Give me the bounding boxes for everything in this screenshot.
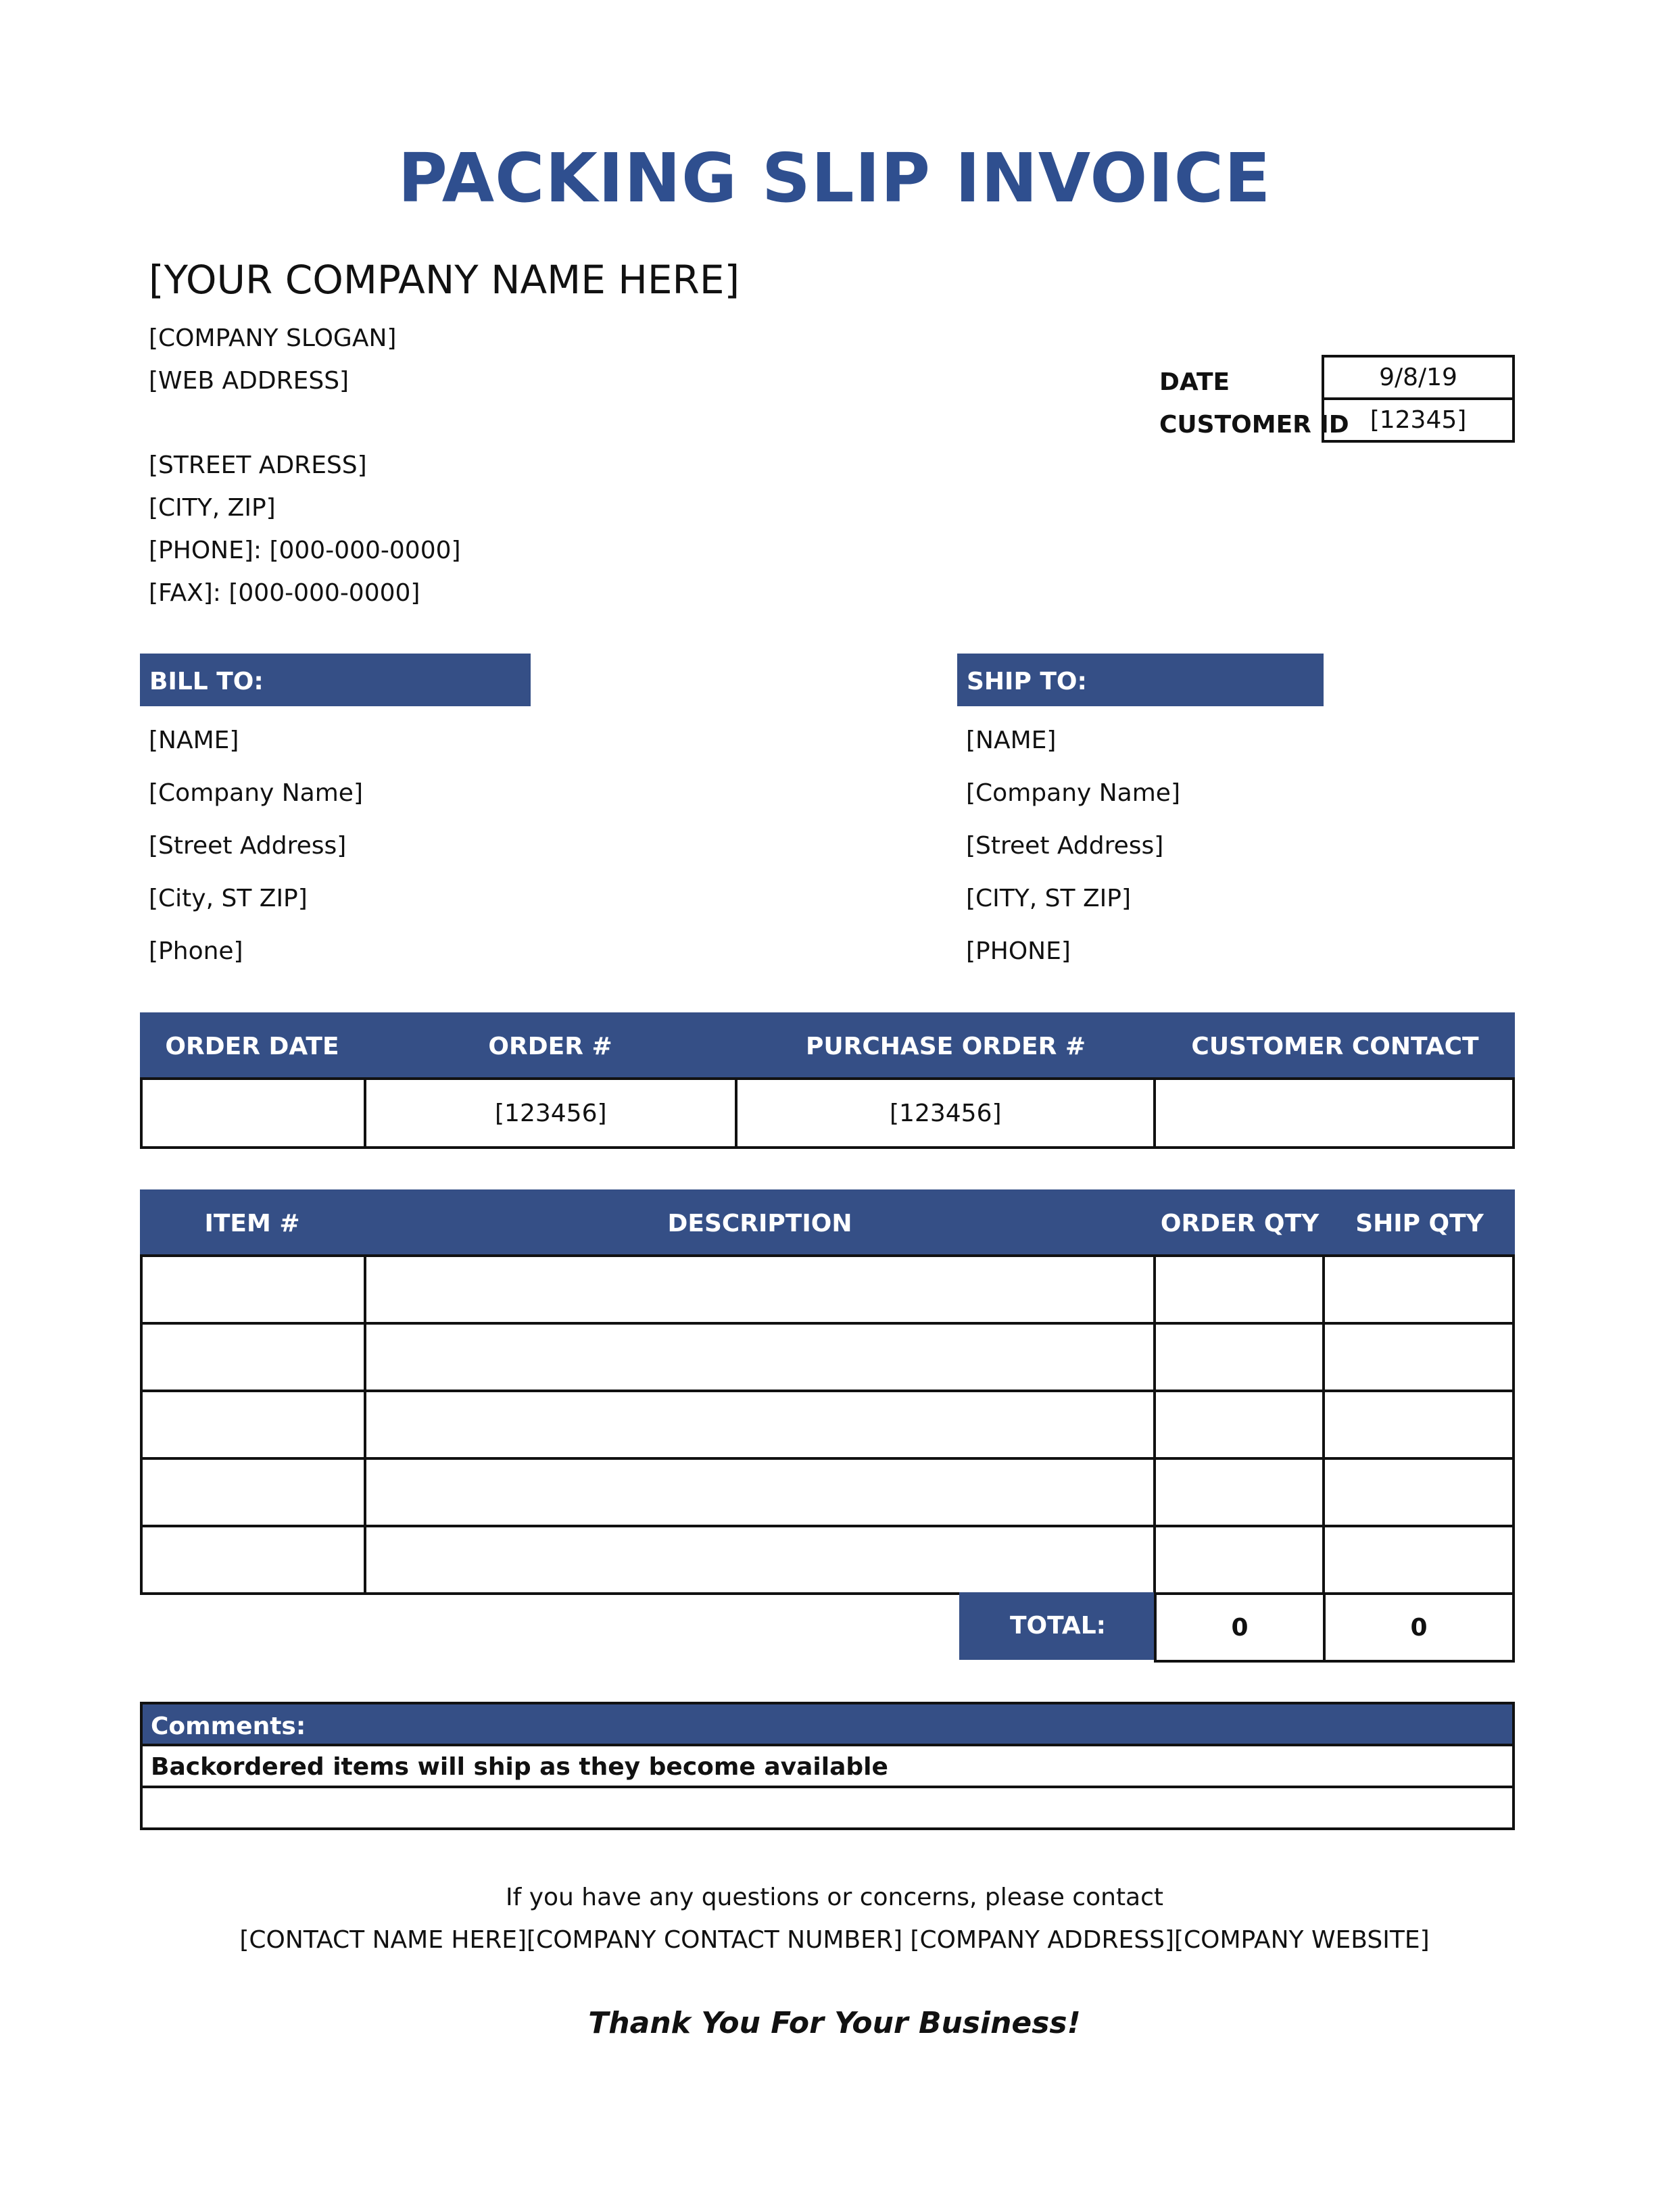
order-qty-cell [1155, 1256, 1324, 1323]
company-name: [YOUR COMPANY NAME HERE] [149, 257, 740, 303]
table-row [141, 1458, 1514, 1526]
total-order-qty: 0 [1155, 1594, 1324, 1661]
item-cell [141, 1256, 365, 1323]
bill-to-name: [NAME] [149, 727, 239, 754]
description-header: DESCRIPTION [667, 1210, 852, 1237]
order-qty-header: ORDER QTY [1160, 1210, 1320, 1237]
table-row [141, 1256, 1514, 1323]
customer-contact-header: CUSTOMER CONTACT [1191, 1033, 1479, 1060]
company-slogan: [COMPANY SLOGAN] [149, 324, 397, 352]
total-ship-qty: 0 [1324, 1594, 1514, 1661]
phone: [PHONE]: [000-000-0000] [149, 537, 461, 564]
order-qty-cell [1155, 1391, 1324, 1458]
totals-table [1154, 1592, 1515, 1663]
item-cell [141, 1323, 365, 1391]
ship-qty-cell [1324, 1526, 1514, 1594]
thank-you-note: Thank You For Your Business! [588, 2006, 1081, 2040]
item-cell [141, 1391, 365, 1458]
footer-contact-line: If you have any questions or concerns, please contact [505, 1884, 1164, 1911]
description-cell [365, 1526, 1155, 1594]
item-cell [141, 1526, 365, 1594]
customer-id-label: CUSTOMER ID [1159, 411, 1349, 439]
customer-id-value: [12345] [1322, 397, 1515, 443]
order-qty-cell [1155, 1526, 1324, 1594]
date-value: 9/8/19 [1322, 355, 1515, 400]
ship-to-city: [CITY, ST ZIP] [966, 885, 1131, 912]
ship-qty-cell [1324, 1458, 1514, 1526]
description-cell [365, 1256, 1155, 1323]
bill-to-city: [City, ST ZIP] [149, 885, 308, 912]
order-number-value: [123456] [365, 1079, 736, 1148]
ship-to-name: [NAME] [966, 727, 1057, 754]
comments-box [140, 1702, 1515, 1830]
bill-to-heading: BILL TO: [140, 654, 531, 706]
ship-to-heading: SHIP TO: [957, 654, 1324, 706]
city-zip: [CITY, ZIP] [149, 494, 276, 522]
page-title: PACKING SLIP INVOICE [397, 139, 1272, 218]
purchase-order-header: PURCHASE ORDER # [805, 1033, 1086, 1060]
customer-contact-value [1155, 1079, 1514, 1148]
comments-text: Backordered items will ship as they become available [143, 1746, 1512, 1788]
order-table [140, 1077, 1515, 1149]
ship-qty-cell [1324, 1391, 1514, 1458]
description-cell [365, 1323, 1155, 1391]
comments-label: Comments: [143, 1704, 1512, 1746]
description-cell [365, 1391, 1155, 1458]
table-row [141, 1323, 1514, 1391]
table-row [141, 1079, 1514, 1148]
bill-to-street: [Street Address] [149, 832, 347, 860]
table-row [141, 1526, 1514, 1594]
table-row [141, 1391, 1514, 1458]
ship-qty-cell [1324, 1323, 1514, 1391]
order-date-value [141, 1079, 365, 1148]
description-cell [365, 1458, 1155, 1526]
street-address: [STREET ADRESS] [149, 451, 367, 479]
total-label: TOTAL: [959, 1592, 1157, 1660]
items-table [140, 1254, 1515, 1595]
ship-to-street: [Street Address] [966, 832, 1164, 860]
date-label: DATE [1159, 368, 1230, 396]
item-number-header: ITEM # [204, 1210, 300, 1237]
ship-qty-header: SHIP QTY [1355, 1210, 1484, 1237]
item-cell [141, 1458, 365, 1526]
ship-qty-cell [1324, 1256, 1514, 1323]
order-qty-cell [1155, 1323, 1324, 1391]
order-qty-cell [1155, 1458, 1324, 1526]
purchase-order-value: [123456] [736, 1079, 1155, 1148]
order-date-header: ORDER DATE [165, 1033, 339, 1060]
order-number-header: ORDER # [488, 1033, 612, 1060]
ship-to-phone: [PHONE] [966, 937, 1071, 965]
fax: [FAX]: [000-000-0000] [149, 579, 420, 607]
bill-to-company: [Company Name] [149, 779, 364, 807]
bill-to-phone: [Phone] [149, 937, 243, 965]
ship-to-company: [Company Name] [966, 779, 1181, 807]
web-address: [WEB ADDRESS] [149, 367, 349, 395]
footer-contact-details: [CONTACT NAME HERE][COMPANY CONTACT NUMBER] [COMPANY ADDRESS][COMPANY WEBSITE] [239, 1926, 1430, 1954]
